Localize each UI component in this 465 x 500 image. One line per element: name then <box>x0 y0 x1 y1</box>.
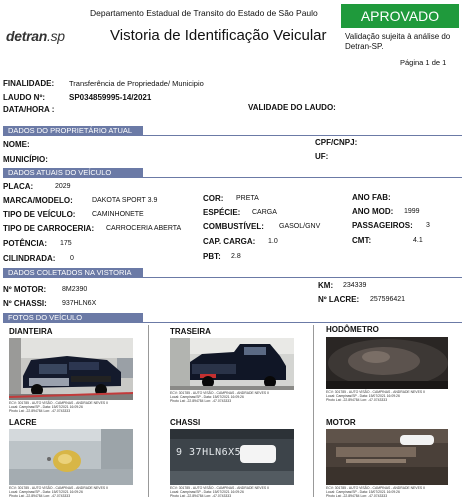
caption-line: ECV: 301785 - AUTO VISÃO - CAMPINAS - ANDRADE NEVES II <box>9 401 108 405</box>
section-header-vehicle: DADOS ATUAIS DO VEÍCULO <box>3 168 143 178</box>
cilindrada-value: 0 <box>70 255 74 262</box>
section-divider <box>3 177 462 178</box>
caption-line: Photo Lat: -22.894784 Lon: -47.0743333 <box>170 494 232 498</box>
pbt-label: PBT: <box>203 252 221 261</box>
caption-line: Local: Campinas/SP - Data: 15/07/2021 16:09:26 <box>9 405 83 409</box>
validade-label: VALIDADE DO LAUDO: <box>248 103 336 112</box>
potencia-label: POTÊNCIA: <box>3 239 47 248</box>
ano-mod-label: ANO MOD: <box>352 207 394 216</box>
department-name: Departamento Estadual de Transito do Estado de São Paulo <box>90 8 318 18</box>
caption-line: Local: Campinas/SP - Data: 15/07/2021 16:09:26 <box>9 490 83 494</box>
photo-caption <box>9 401 108 413</box>
cpf-label: CPF/CNPJ: <box>315 138 358 147</box>
photo-caption <box>170 391 269 403</box>
lacre-value: 257596421 <box>370 296 406 303</box>
cap-carga-value: 1.0 <box>268 238 278 245</box>
photo-caption <box>326 390 425 402</box>
logo-main: detran <box>6 28 47 44</box>
status-badge: APROVADO <box>341 4 459 28</box>
section-header-photos: FOTOS DO VEÍCULO <box>3 313 143 323</box>
engine-photo <box>326 429 448 485</box>
cilindrada-label: CILINDRADA: <box>3 254 56 263</box>
combustivel-value: GASOL/GNV <box>279 223 321 230</box>
rear-car-photo <box>170 338 294 390</box>
section-header-collected: DADOS COLETADOS NA VISTORIA <box>3 268 143 278</box>
lacre-label: Nº LACRE: <box>318 295 360 304</box>
logo-suffix: .sp <box>47 28 65 44</box>
page-title: Vistoria de Identificação Veicular <box>110 27 327 44</box>
photo-caption <box>326 486 425 498</box>
page-info: Página 1 de 1 <box>400 58 447 67</box>
photo-title-lacre: LACRE <box>9 418 37 427</box>
passageiros-label: PASSAGEIROS: <box>352 221 413 230</box>
chassi-label: Nº CHASSI: <box>3 299 47 308</box>
cmt-label: CMT: <box>352 236 372 245</box>
chassi-value: 937HLN6X <box>62 300 97 307</box>
ano-mod-value: 1999 <box>404 208 420 215</box>
municipio-label: MUNICÍPIO: <box>3 155 48 164</box>
especie-value: CARGA <box>252 209 277 216</box>
photo-lacre <box>9 429 133 485</box>
caption-line: Local: Campinas/SP - Data: 15/07/2021 16:09:26 <box>326 394 400 398</box>
placa-value: 2029 <box>55 183 71 190</box>
caption-line: ECV: 301785 - AUTO VISÃO - CAMPINAS - ANDRADE NEVES II <box>170 486 269 490</box>
photo-motor <box>326 429 448 485</box>
photo-caption <box>170 486 269 498</box>
photo-title-chassi: CHASSI <box>170 418 201 427</box>
finalidade-value: Transferência de Propriedade/ Municipio <box>69 79 204 88</box>
photo-title-dianteira: DIANTEIRA <box>9 327 53 336</box>
placa-label: PLACA: <box>3 182 34 191</box>
photo-chassi <box>170 429 294 485</box>
tipo-veiculo-value: CAMINHONETE <box>92 211 144 218</box>
column-divider <box>148 325 149 497</box>
marca-value: DAKOTA SPORT 3.9 <box>92 197 158 204</box>
uf-label: UF: <box>315 152 329 161</box>
chassi-engraving: 9 37HLN6X5 <box>176 447 242 458</box>
pbt-value: 2.8 <box>231 253 241 260</box>
marca-label: MARCA/MODELO: <box>3 196 73 205</box>
seal-photo <box>9 429 133 485</box>
carroceria-value: CARROCERIA ABERTA <box>106 225 182 232</box>
caption-line: Photo Lat: -22.894784 Lon: -47.0743333 <box>170 399 232 403</box>
caption-line: Photo Lat: -22.894784 Lon: -47.0743333 <box>9 409 71 413</box>
cor-value: PRETA <box>236 195 259 202</box>
section-header-owner: DADOS DO PROPRIETÁRIO ATUAL <box>3 126 143 136</box>
caption-line: ECV: 301785 - AUTO VISÃO - CAMPINAS - ANDRADE NEVES II <box>326 486 425 490</box>
odometer-photo <box>326 337 448 389</box>
cor-label: COR: <box>203 194 224 203</box>
caption-line: ECV: 301785 - AUTO VISÃO - CAMPINAS - ANDRADE NEVES II <box>326 390 425 394</box>
caption-line: Local: Campinas/SP - Data: 15/07/2021 16:09:26 <box>170 395 244 399</box>
cmt-value: 4.1 <box>413 237 423 244</box>
photo-hodometro <box>326 337 448 389</box>
caption-line: Photo Lat: -22.894784 Lon: -47.0743333 <box>9 494 71 498</box>
combustivel-label: COMBUSTÍVEL: <box>203 222 264 231</box>
cap-carga-label: CAP. CARGA: <box>203 237 256 246</box>
km-label: KM: <box>318 281 334 290</box>
laudo-value: SP034859995-14/2021 <box>69 93 152 102</box>
validity-note: Validação sujeita à análise do Detran-SP. <box>345 32 451 51</box>
laudo-label: LAUDO Nº: <box>3 93 46 102</box>
photo-dianteira <box>9 338 133 400</box>
photo-title-hodometro: HODÔMETRO <box>326 325 379 334</box>
photo-caption <box>9 486 108 498</box>
caption-line: ECV: 301785 - AUTO VISÃO - CAMPINAS - ANDRADE NEVES II <box>170 391 269 395</box>
nome-label: NOME: <box>3 140 30 149</box>
column-divider <box>313 325 314 497</box>
section-divider <box>3 277 462 278</box>
potencia-value: 175 <box>60 240 72 247</box>
photo-title-traseira: TRASEIRA <box>170 327 211 336</box>
caption-line: ECV: 301785 - AUTO VISÃO - CAMPINAS - ANDRADE NEVES II <box>9 486 108 490</box>
passageiros-value: 3 <box>426 222 430 229</box>
section-divider <box>3 135 462 136</box>
photo-traseira <box>170 338 294 390</box>
caption-line: Photo Lat: -22.894784 Lon: -47.0743333 <box>326 398 388 402</box>
especie-label: ESPÉCIE: <box>203 208 241 217</box>
caption-line: Local: Campinas/SP - Data: 15/07/2021 16:09:26 <box>326 490 400 494</box>
caption-line: Local: Campinas/SP - Data: 15/07/2021 16:09:26 <box>170 490 244 494</box>
caption-line: Photo Lat: -22.894784 Lon: -47.0743333 <box>326 494 388 498</box>
ano-fab-label: ANO FAB: <box>352 193 391 202</box>
detran-logo <box>6 28 65 44</box>
front-car-photo <box>9 338 133 400</box>
finalidade-label: FINALIDADE: <box>3 79 55 88</box>
km-value: 234339 <box>343 282 367 289</box>
data-hora-label: DATA/HORA : <box>3 105 55 114</box>
motor-label: Nº MOTOR: <box>3 285 47 294</box>
motor-value: 8M2390 <box>62 286 88 293</box>
tipo-veiculo-label: TIPO DE VEÍCULO: <box>3 210 76 219</box>
carroceria-label: TIPO DE CARROCERIA: <box>3 224 95 233</box>
section-divider <box>3 322 462 323</box>
photo-title-motor: MOTOR <box>326 418 356 427</box>
